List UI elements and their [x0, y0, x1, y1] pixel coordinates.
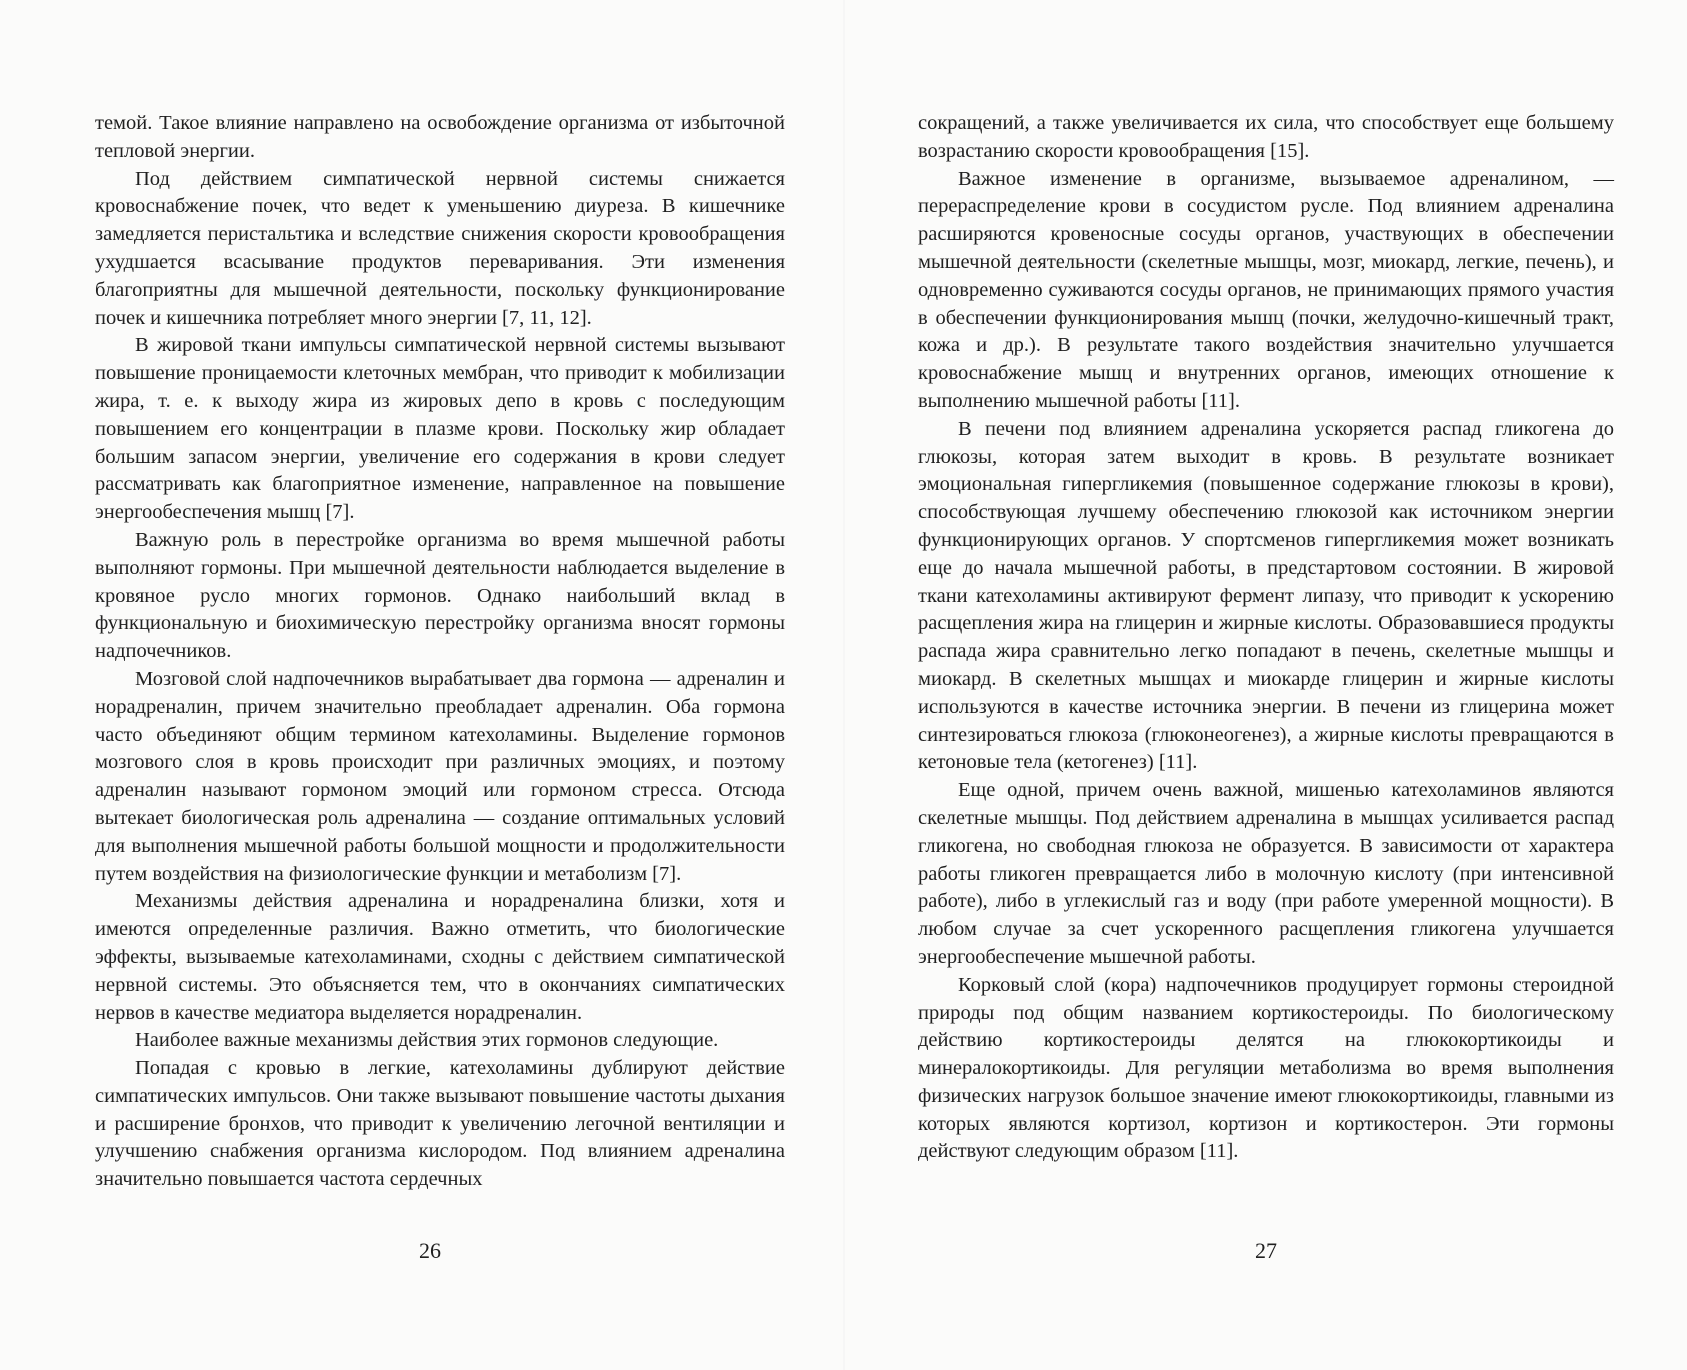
paragraph: Еще одной, причем очень важной, мишенью катехоламинов являются скелетные мышцы. Под действием адреналина в мышцах усиливается распад гликогена, но свободная глюкоза не образуется. В зависимости от характера работы гликоген превращается либо в молочную кислоту (при интенсивной работе), либо в углекислый газ и воду (при работе умеренной мощности). В любом случае за счет ускоренного расщепления гликогена улучшается энергообеспечение мышечной работы.: [918, 779, 1614, 968]
right-page-number: 27: [1255, 1238, 1277, 1263]
paragraph: Важное изменение в организме, вызываемое адреналином, — перераспределение крови в сосудистом русле. Под влиянием адреналина расширяются кровеносные сосуды органов, участвующих в обеспечении мышечной деятельности (скелетные мышцы, мозг, миокард, легкие, печень), и одновременно суживаются сосуды органов, не принимающих прямого участия в обеспечении функционирования мышц (почки, желудочно-кишечный тракт, кожа и др.). В результате такого воздействия значительно улучшается кровоснабжение мышц и внутренних органов, имеющих отношение к выполнению мышечной работы [11].: [918, 167, 1614, 412]
paragraph: Попадая с кровью в легкие, катехоламины дублируют действие симпатических импульсов. Они также вызывают повышение частоты дыхания и расширение бронхов, что приводит к увеличению легочной вентиляции и улучшению снабжения организма кислородом. Под влиянием адреналина значительно повышается частота сердечных: [95, 1057, 785, 1191]
paragraph: В жировой ткани импульсы симпатической нервной системы вызывают повышение проницаемости клеточных мембран, что приводит к мобилизации жира, т. е. к выходу жира из жировых депо в кровь с последующим повышением его концентрации в плазме крови. Поскольку жир обладает большим запасом энергии, увеличение его содержания в крови следует рассматривать как благоприятное изменение, направленное на повышение энергообеспечения мышц [7].: [95, 334, 785, 524]
paragraph: Корковый слой (кора) надпочечников продуцирует гормоны стероидной природы под общим названием кортикостероиды. По биологическому действию кортикостероиды делятся на глюкокортикоиды и минералокортикоиды. Для регуляции метаболизма во время выполнения физических нагрузок большое значение имеют глюкокортикоиды, главными из которых являются кортизол, кортизон и кортикостерон. Эти гормоны действуют следующим образом [11].: [918, 973, 1614, 1163]
left-page-number: 26: [419, 1238, 441, 1263]
paragraph: В печени под влиянием адреналина ускоряется распад гликогена до глюкозы, которая затем выходит в кровь. В результате возникает эмоциональная гипергликемия (повышенное содержание глюкозы в крови), способствующая лучшему обеспечению глюкозой как источником энергии функционирующих органов. У спортсменов гипергликемия может возникать еще до начала мышечной работы, в предстартовом состоянии. В жировой ткани катехоламины активируют фермент липазу, что приводит к ускорению расщепления жира на глицерин и жирные кислоты. Образовавшиеся продукты распада жира сравнительно легко попадают в печень, скелетные мышцы и миокард. В скелетных мышцах и миокарде глицерин и жирные кислоты используются в качестве источника энергии. В печени из глицерина может синтезироваться глюкоза (глюконеогенез), а жирные кислоты превращаются в кетоновые тела (кетогенез) [11].: [918, 417, 1614, 774]
right-page-text: [918, 110, 1614, 1290]
left-page-text: [95, 110, 785, 1290]
paragraph: Механизмы действия адреналина и норадреналина близки, хотя и имеются определенные различия. Важно отметить, что биологические эффекты, вызываемые катехоламинами, сходны с действием симпатической нервной системы. Это объясняется тем, что в окончаниях симпатических нервов в качестве медиатора выделяется норадреналин.: [95, 890, 785, 1024]
paragraph: Под действием симпатической нервной системы снижается кровоснабжение почек, что ведет к уменьшению диуреза. В кишечнике замедляется перистальтика и вследствие снижения скорости кровообращения ухудшается всасывание продуктов переваривания. Эти изменения благоприятны для мышечной деятельности, поскольку функционирование почек и кишечника потребляет много энергии [7, 11, 12].: [95, 167, 785, 329]
gutter: [843, 0, 845, 1370]
paragraph: Важную роль в перестройке организма во время мышечной работы выполняют гормоны. При мышечной деятельности наблюдается выделение в кровяное русло многих гормонов. Однако наибольший вклад в функциональную и биохимическую перестройку организма вносят гормоны надпочечников.: [95, 528, 785, 663]
paragraph: Мозговой слой надпочечников вырабатывает два гормона — адреналин и норадреналин, причем значительно преобладает адреналин. Оба гормона часто объединяют общим термином катехоламины. Выделение гормонов мозгового слоя в кровь происходит при различных эмоциях, и поэтому адреналин называют гормоном эмоций или гормоном стресса. Отсюда вытекает биологическая роль адреналина — создание оптимальных условий для выполнения мышечной работы большой мощности и продолжительности путем воздействия на физиологические функции и метаболизм [7].: [95, 667, 785, 885]
paragraph: темой. Такое влияние направлено на освобождение организма от избыточной тепловой энергии.: [95, 112, 785, 162]
paragraph: сокращений, а также увеличивается их сила, что способствует еще большему возрастанию скорости кровообращения [15].: [918, 112, 1614, 162]
paragraph: Наиболее важные механизмы действия этих гормонов следующие.: [135, 1029, 719, 1052]
